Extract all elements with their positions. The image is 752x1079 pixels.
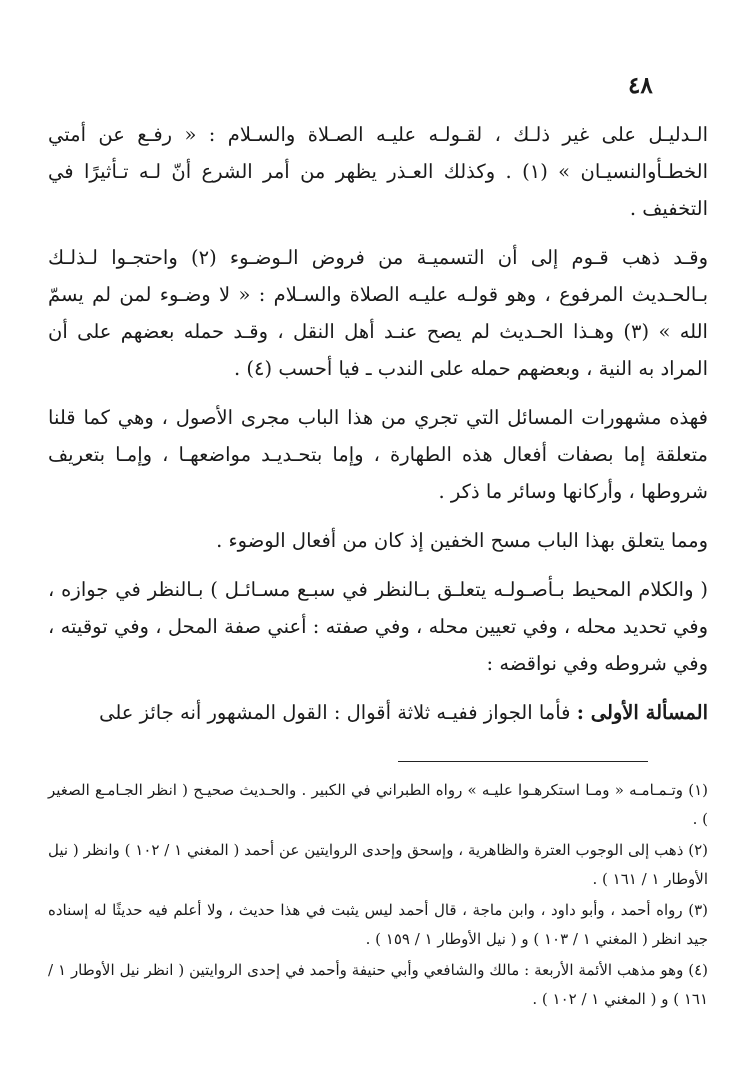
footnote: (٢) ذهب إلى الوجوب العترة والظاهرية ، وإسحق وإحدى الروايتين عن أحمد ( المغني ١ / ١٠٢ ) وانظر ( نيل الأوطار ١ / ١٦١ ) . — [48, 841, 708, 888]
paragraph: فهذه مشهورات المسائل التي تجري من هذا الباب مجرى الأصول ، وهي كما قلنا متعلقة إما بصفات أفعال هذه الطهارة ، وإما بتحـديـد مواضعهـا ، وإمـا بتعريف شروطها ، وأركانها وسائر ما ذكر . — [48, 406, 708, 503]
paragraph: وقـد ذهب قـوم إلى أن التسميـة من فروض الـوضـوء (٢) واحتجـوا لـذلـك بـالحـديث المرفوع ، وهو قولـه عليـه الصلاة والسـلام : « لا وضـوء لمن لم يسمّ الله » (٣) وهـذا الحـديث لم يصح عنـد أهل النقل ، وقـد حمله بعضهم على أن المراد به النية ، وبعضهم حمله على الندب ـ فيا أحسب (٤) . — [48, 246, 709, 380]
footnote-separator — [398, 761, 648, 762]
paragraph: ومما يتعلق بهذا الباب مسح الخفين إذ كان من أفعال الوضوء . — [216, 529, 708, 552]
issue-text: فأما الجواز ففيـه ثلاثة أقوال : القول المشهور أنه جائز على — [99, 701, 577, 724]
footnote: (١) وتـمـامـه « ومـا استكرهـوا عليـه » رواه الطبراني في الكبير . والحـديث صحيـح ( انظر الجـامـع الصغير ) . — [48, 781, 708, 828]
paragraph-issue-one — [48, 694, 708, 731]
footnote: (٣) رواه أحمد ، وأبو داود ، وابن ماجة ، قال أحمد ليس يثبت في هذا حديث ، ولا أعلم فيه حديثًا له إسناده جيد انظر ( المغني ١ / ١٠٣ ) و ( نيل الأوطار ١ / ١٥٩ ) . — [48, 901, 709, 948]
paragraph: ( والكلام المحيط بـأصـولـه يتعلـق بـالنظر في سبـع مسـائـل ) بـالنظر في جوازه ، وفي تحديد محله ، وفي تعيين محله ، وفي صفته : أعني صفة المحل ، وفي توقيته ، وفي شروطه وفي نواقضه : — [48, 578, 708, 675]
page-number: ٤٨ — [628, 72, 653, 99]
issue-heading: المسألة الأولى : — [576, 701, 708, 724]
main-text — [48, 116, 708, 743]
paragraph: الـدليـل على غير ذلـك ، لقـولـه عليـه الصـلاة والسـلام : « رفـع عن أمتي الخطـأوالنسيـان » (١) . وكذلك العـذر يظهر من أمر الشرع أنّ لـه تـأثيرًا في التخفيف . — [48, 123, 709, 220]
footnotes — [48, 776, 708, 1016]
footnote: (٤) وهو مذهب الأئمة الأربعة : مالك والشافعي وأبي حنيفة وأحمد في إحدى الروايتين ( انظر نيل الأوطار ١ / ١٦١ ) و ( المغني ١ / ١٠٢ ) . — [48, 961, 708, 1008]
